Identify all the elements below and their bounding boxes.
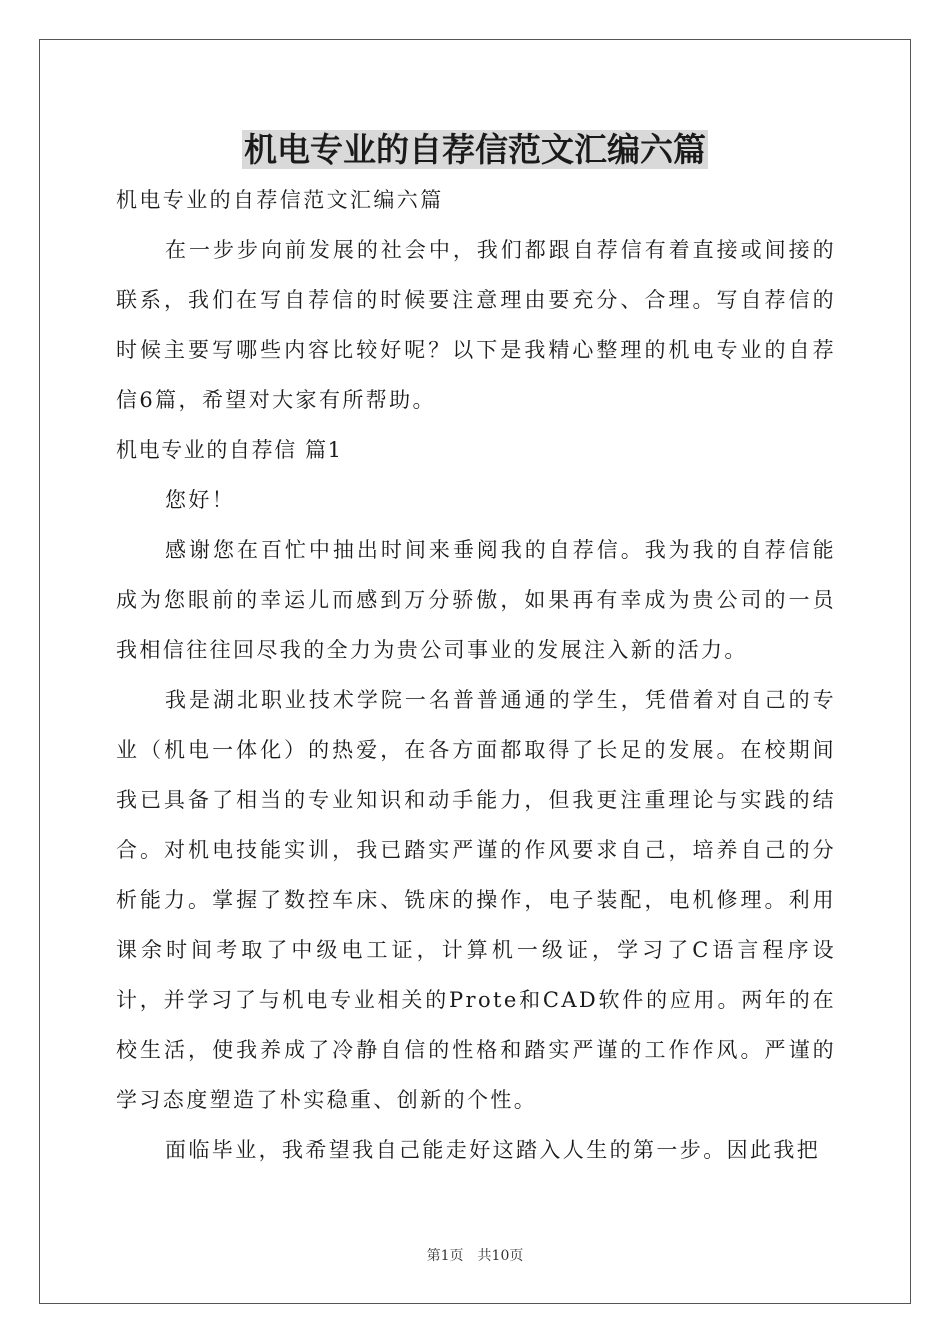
body-paragraph: 面临毕业，我希望我自己能走好这踏入人生的第一步。因此我把: [165, 1138, 821, 1162]
document-title: 机电专业的自荐信范文汇编六篇: [244, 130, 706, 169]
page-number-footer: 第1页 共10页: [426, 1248, 524, 1264]
greeting-paragraph: 您好！: [165, 488, 236, 512]
intro-paragraph: 在一步步向前发展的社会中，我们都跟自荐信有着直接或间接的联系，我们在写自荐信的时候要注意理由要充分、合理。写自荐信的时候主要写哪些内容比较好呢？以下是我精心整理的机电专业的自荐信6篇，希望对大家有所帮助。: [116, 238, 836, 412]
subtitle-line: 机电专业的自荐信范文汇编六篇: [116, 188, 444, 212]
body-paragraph: 感谢您在百忙中抽出时间来垂阅我的自荐信。我为我的自荐信能成为您眼前的幸运儿而感到万分骄傲，如果再有幸成为贵公司的一员我相信往往回尽我的全力为贵公司事业的发展注入新的活力。: [116, 538, 836, 662]
section-heading: 机电专业的自荐信 篇1: [116, 438, 343, 462]
body-paragraph: 我是湖北职业技术学院一名普普通通的学生，凭借着对自己的专业（机电一体化）的热爱，在各方面都取得了长足的发展。在校期间我已具备了相当的专业知识和动手能力，但我更注重理论与实践的结合。对机电技能实训，我已踏实严谨的作风要求自己，培养自己的分析能力。掌握了数控车床、铣床的操作，电子装配，电机修理。利用课余时间考取了中级电工证，计算机一级证，学习了C语言程序设计，并学习了与机电专业相关的Prote和CAD软件的应用。两年的在校生活，使我养成了冷静自信的性格和踏实严谨的工作作风。严谨的学习态度塑造了朴实稳重、创新的个性。: [116, 688, 836, 1112]
document-body: [116, 175, 836, 1175]
